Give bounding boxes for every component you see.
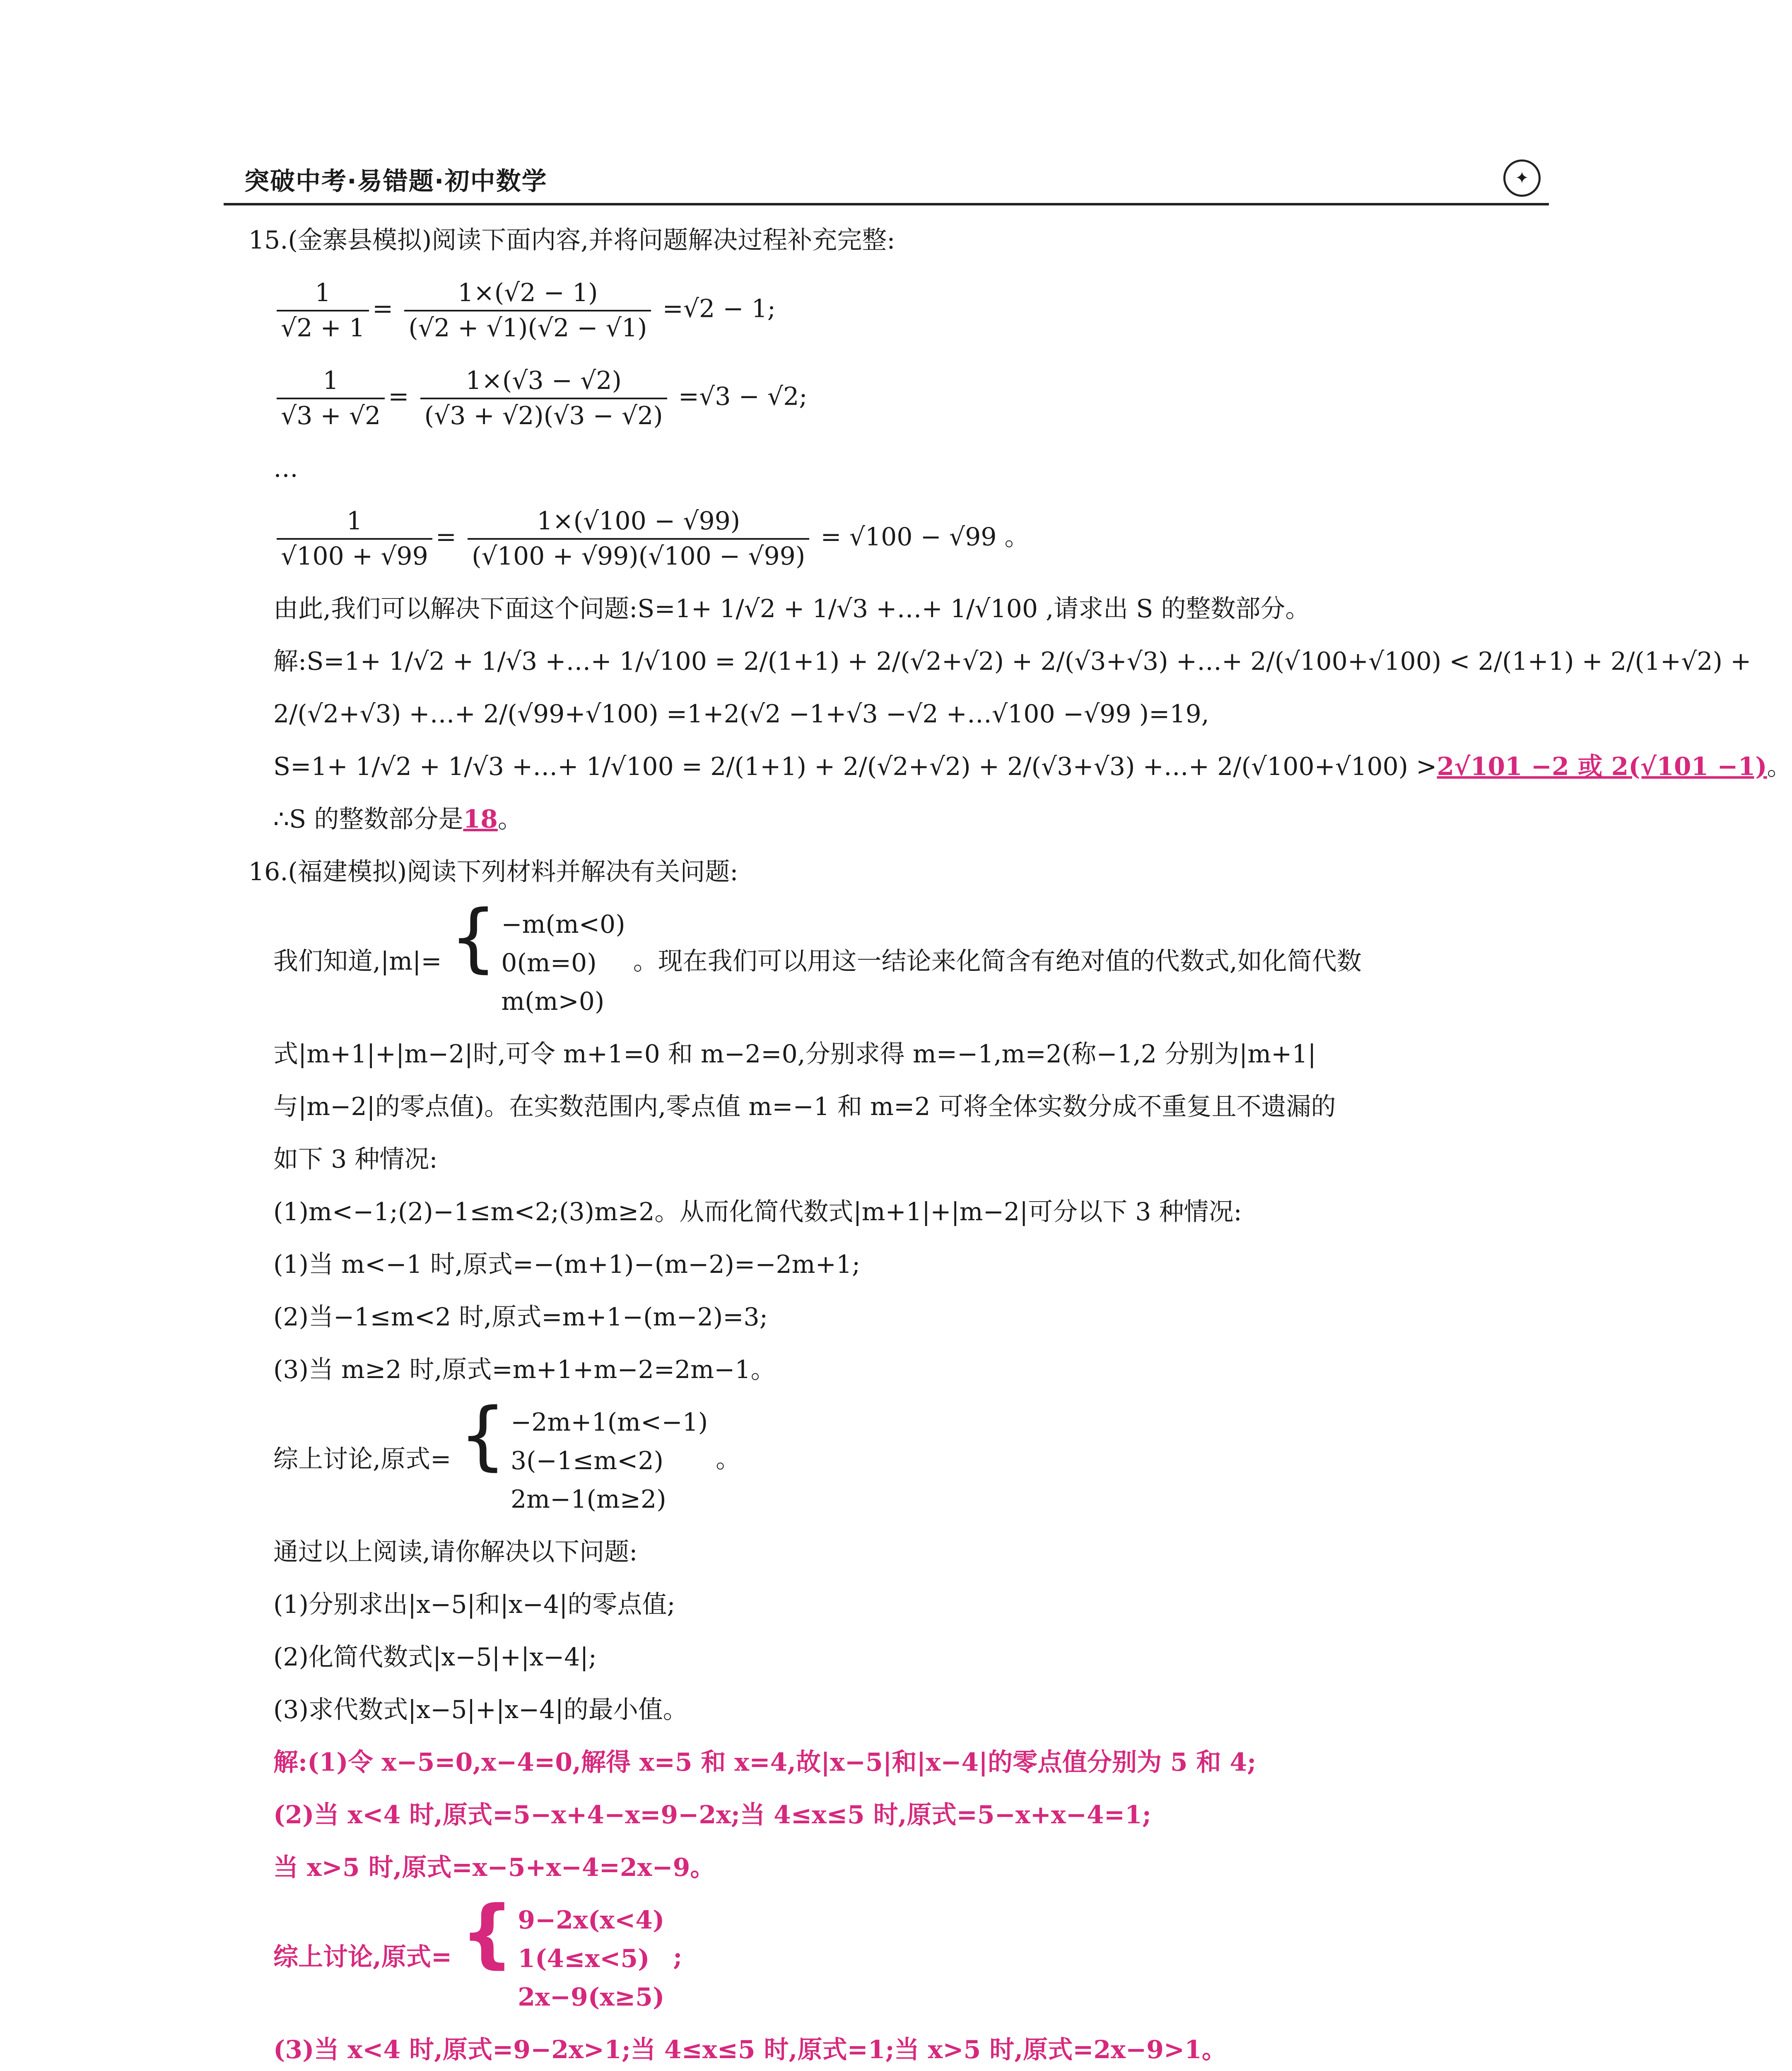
brace-icon: { bbox=[449, 894, 497, 981]
eq1-num: 1 bbox=[315, 278, 331, 307]
case-item: 3(−1≤m<2) bbox=[510, 1446, 664, 1475]
eq3-den: √100 + √99 bbox=[281, 542, 428, 571]
conclusion bbox=[273, 803, 1565, 836]
problem-15-title: 15.(金寨县模拟)阅读下面内容,并将问题解决过程补充完整: bbox=[248, 226, 895, 255]
case-item: 9−2x(x<4) bbox=[518, 1906, 665, 1935]
eq3-result: = √100 − √99 。 bbox=[820, 522, 1030, 552]
main-content bbox=[248, 224, 1792, 2071]
text-line: (1)m<−1;(2)−1≤m<2;(3)m≥2。从而化简代数式|m+1|+|m−2|可分以下 3 种情况: bbox=[273, 1197, 1242, 1226]
solution-line-1: 解:S=1+ 1/√2 + 1/√3 +…+ 1/√100 = 2/(1+1) + 2/(√2+√2) + 2/(√3+√3) +…+ 2/(√100+√100) < 2/(1+1) + 2/(1+√2) + bbox=[273, 647, 1751, 676]
eq3-num: 1 bbox=[346, 507, 362, 536]
answer-1: 解:(1)令 x−5=0,x−4=0,解得 x=5 和 x=4,故|x−5|和|x−4|的零点值分别为 5 和 4; bbox=[273, 1748, 1257, 1777]
answer-summary bbox=[273, 1890, 1565, 2014]
cases-block-3 bbox=[461, 1890, 665, 2014]
eq2-num: 1 bbox=[323, 366, 339, 395]
question-intro: 通过以上阅读,请你解决以下问题: bbox=[273, 1538, 638, 1567]
logo-icon: ✦ bbox=[1503, 159, 1541, 197]
question-1: (1)分别求出|x−5|和|x−4|的零点值; bbox=[273, 1590, 675, 1619]
summary-cases bbox=[273, 1392, 1565, 1516]
answer-summary-prefix: 综上讨论,原式= bbox=[273, 1943, 452, 1972]
header-title: 突破中考·易错题·初中数学 bbox=[244, 167, 547, 196]
case-item: 0(m=0) bbox=[501, 949, 597, 978]
answer-2: (2)当 x<4 时,原式=5−x+4−x=9−2x;当 4≤x≤5 时,原式=5−x+x−4=1; bbox=[273, 1801, 1151, 1830]
eq3-mid-den: (√100 + √99)(√100 − √99) bbox=[472, 542, 806, 571]
solution-line-2: 2/(√2+√3) +…+ 2/(√99+√100) =1+2(√2 −1+√3 −√2 +…√100 −√99 )=19, bbox=[273, 700, 1209, 729]
summary-prefix: 综上讨论,原式= bbox=[273, 1445, 451, 1474]
ellipsis: … bbox=[273, 454, 298, 483]
answer-summary-suffix: ; bbox=[673, 1943, 683, 1972]
eq3-mid-num: 1×(√100 − √99) bbox=[537, 507, 740, 536]
problem-16-title: 16.(福建模拟)阅读下列材料并解决有关问题: bbox=[248, 857, 738, 886]
eq1-mid-num: 1×(√2 − 1) bbox=[458, 278, 598, 307]
equation-1: $\frac{1}{√2 + 1}$ = $\frac{1\times(√2 - 1)}{(√2 + √1)(√2 - √1)}$ =√2 − 1; bbox=[273, 276, 1565, 345]
case-item: 2x−9(x≥5) bbox=[518, 1983, 665, 2012]
brace-icon: { bbox=[461, 1890, 514, 1977]
conclusion-end: 。 bbox=[497, 805, 523, 834]
cases-block-1 bbox=[449, 894, 625, 1019]
eq1-mid-den: (√2 + √1)(√2 − √1) bbox=[408, 314, 647, 343]
text-line: (2)当−1≤m<2 时,原式=m+1−(m−2)=3; bbox=[273, 1303, 768, 1332]
solution-line-3-text: S=1+ 1/√2 + 1/√3 +…+ 1/√100 = 2/(1+1) + 2/(√2+√2) + 2/(√3+√3) +…+ 2/(√100+√100) > bbox=[273, 752, 1437, 781]
case-item: m(m>0) bbox=[501, 987, 605, 1016]
abs-def-prefix: 我们知道,|m|= bbox=[273, 947, 442, 976]
case-item: 1(4≤x<5) bbox=[518, 1944, 650, 1973]
eq2-mid-num: 1×(√3 − √2) bbox=[465, 366, 622, 395]
eq2-result: =√3 − √2; bbox=[678, 382, 808, 411]
eq1-result: =√2 − 1; bbox=[662, 294, 776, 323]
question-3: (3)求代数式|x−5|+|x−4|的最小值。 bbox=[273, 1695, 688, 1724]
solution-line-3 bbox=[273, 750, 1792, 784]
answer-4: (3)当 x<4 时,原式=9−2x>1;当 4≤x≤5 时,原式=1;当 x>5 时,原式=2x−9>1。 bbox=[273, 2035, 1227, 2064]
solution-line-3-end: 。 bbox=[1767, 752, 1792, 781]
page-header bbox=[224, 157, 1549, 205]
eq2-den: √3 + √2 bbox=[281, 401, 381, 430]
brace-icon: { bbox=[459, 1392, 506, 1479]
problem-statement: 由此,我们可以解决下面这个问题:S=1+ 1/√2 + 1/√3 +…+ 1/√100 ,请求出 S 的整数部分。 bbox=[273, 594, 1310, 623]
text-line: (3)当 m≥2 时,原式=m+1+m−2=2m−1。 bbox=[273, 1355, 776, 1384]
text-line: 与|m−2|的零点值)。在实数范围内,零点值 m=−1 和 m=2 可将全体实数分成不重复且不遗漏的 bbox=[273, 1092, 1336, 1121]
summary-suffix: 。 bbox=[716, 1445, 741, 1474]
eq1-den: √2 + 1 bbox=[281, 314, 365, 343]
text-line: (1)当 m<−1 时,原式=−(m+1)−(m−2)=−2m+1; bbox=[273, 1250, 861, 1279]
question-2: (2)化简代数式|x−5|+|x−4|; bbox=[273, 1643, 597, 1672]
eq2-mid-den: (√3 + √2)(√3 − √2) bbox=[424, 401, 663, 430]
case-item: 2m−1(m≥2) bbox=[510, 1485, 666, 1514]
case-item: −2m+1(m<−1) bbox=[510, 1408, 708, 1437]
conclusion-text: ∴S 的整数部分是 bbox=[273, 805, 463, 834]
text-line: 式|m+1|+|m−2|时,可令 m+1=0 和 m−2=0,分别求得 m=−1,m=2(称−1,2 分别为|m+1| bbox=[273, 1040, 1316, 1069]
cases-block-2 bbox=[459, 1392, 708, 1516]
equation-2: $\frac{1}{√3 + √2}$ = $\frac{1\times(√3 - √2)}{(√3 + √2)(√3 - √2)}$ =√3 − √2; bbox=[273, 364, 1565, 433]
text-line: 如下 3 种情况: bbox=[273, 1145, 438, 1174]
abs-def-suffix: 。现在我们可以用这一结论来化简含有绝对值的代数式,如化简代数 bbox=[633, 947, 1362, 976]
filled-answer-2: 18 bbox=[463, 805, 498, 834]
equation-3: $\frac{1}{√100 + √99}$ = $\frac{1\times(√100 - √99)}{(√100 + √99)(√100 - √99)}$ = √100 − √99 。 bbox=[273, 504, 1565, 573]
case-item: −m(m<0) bbox=[501, 910, 625, 939]
filled-answer-1: 2√101 −2 或 2(√101 −1) bbox=[1437, 752, 1767, 781]
abs-definition bbox=[273, 894, 1565, 1019]
answer-3: 当 x>5 时,原式=x−5+x−4=2x−9。 bbox=[273, 1853, 715, 1882]
